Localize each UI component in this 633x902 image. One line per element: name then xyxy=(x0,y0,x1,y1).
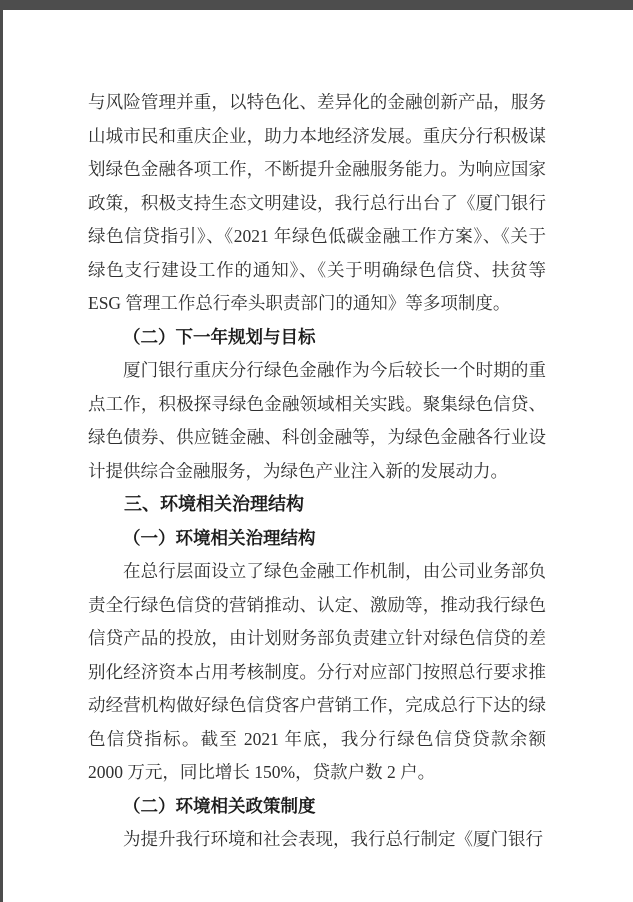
paragraph-continuation: 与风险管理并重，以特色化、差异化的金融创新产品，服务山城市民和重庆企业，助力本地经济发展。重庆分行积极谋划绿色金融各项工作，不断提升金融服务能力。为响应国家政策，积极支持生态文明建设，我行总行出台了《厦门银行绿色信贷指引》、《2021 年绿色低碳金融工作方案》、《关于绿色支行建设工作的通知》、《关于明确绿色信贷、扶贫等 ESG 管理工作总行牵头职责部门的通知》等多项制度。 xyxy=(88,92,546,313)
paragraph-environment-policy: 为提升我行环境和社会表现，我行总行制定《厦门银行 xyxy=(123,829,543,849)
subsection-heading-next-year-plan: （二）下一年规划与目标 xyxy=(123,326,316,347)
paragraph-next-year-plan: 厦门银行重庆分行绿色金融作为今后较长一个时期的重点工作，积极探寻绿色金融领域相关实践。聚集绿色信贷、绿色债券、供应链金融、科创金融等，为绿色金融各行业设计提供综合金融服务，为绿色产业注入新的发展动力。 xyxy=(88,360,546,481)
scan-edge-left xyxy=(0,0,3,902)
subsection-heading-environment-policy: （二）环境相关政策制度 xyxy=(123,795,316,816)
subsection-heading-governance-structure: （一）环境相关治理结构 xyxy=(123,527,316,548)
paragraph-governance-structure: 在总行层面设立了绿色金融工作机制，由公司业务部负责全行绿色信贷的营销推动、认定、激励等，推动我行绿色信贷产品的投放，由计划财务部负责建立针对绿色信贷的差别化经济资本占用考核制度。分行对应部门按照总行要求推动经营机构做好绿色信贷客户营销工作，完成总行下达的绿色信贷指标。截至 2021 年底，我分行绿色信贷贷款余额 2000 万元，同比增长 150%，贷款户数 2 户。 xyxy=(88,561,546,782)
section-heading-environment-governance: 三、环境相关治理结构 xyxy=(124,494,304,514)
document-body xyxy=(88,86,546,857)
scan-edge-top xyxy=(0,0,633,10)
